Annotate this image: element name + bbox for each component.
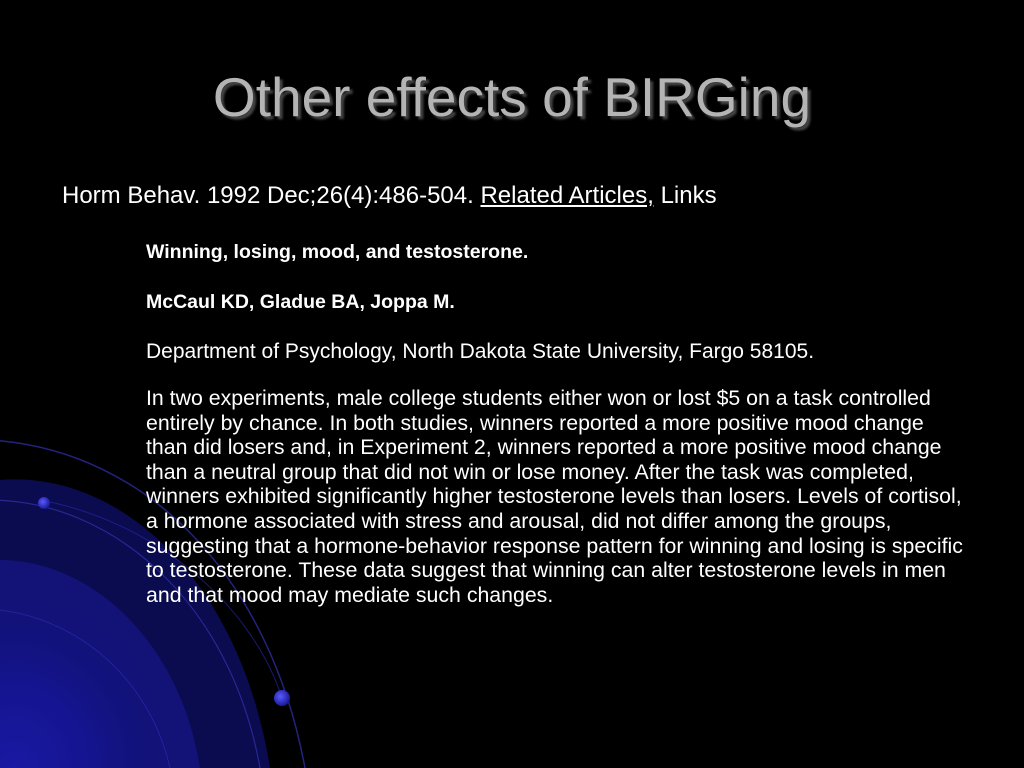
citation-line bbox=[62, 180, 717, 212]
article-authors: McCaul KD, Gladue BA, Joppa M. bbox=[146, 291, 455, 313]
article-abstract: In two experiments, male college students either won or lost $5 on a task controlled entirely by chance. In both studies, winners reported a more positive mood change than did losers and, in Experiment 2, winners reported a more positive mood change than a neutral group that did not win or lose money. After the task was completed, winners exhibited significantly higher testosterone levels than losers. Levels of cortisol, a hormone associated with stress and arousal, did not differ among the groups, suggesting that a hormone-behavior response pattern for winning and losing is specific to testosterone. These data suggest that winning can alter testosterone levels in men and that mood may mediate such changes. bbox=[146, 386, 963, 607]
related-articles-link[interactable]: Related Articles, bbox=[480, 182, 654, 209]
slide-title: Other effects of BIRGing bbox=[212, 66, 812, 128]
citation-journal: Horm Behav. 1992 Dec;26(4):486-504. bbox=[62, 182, 474, 209]
article-block bbox=[146, 238, 966, 607]
article-title: Winning, losing, mood, and testosterone. bbox=[146, 241, 529, 263]
article-affiliation: Department of Psychology, North Dakota State University, Fargo 58105. bbox=[146, 340, 815, 363]
links-text: Links bbox=[660, 182, 717, 209]
